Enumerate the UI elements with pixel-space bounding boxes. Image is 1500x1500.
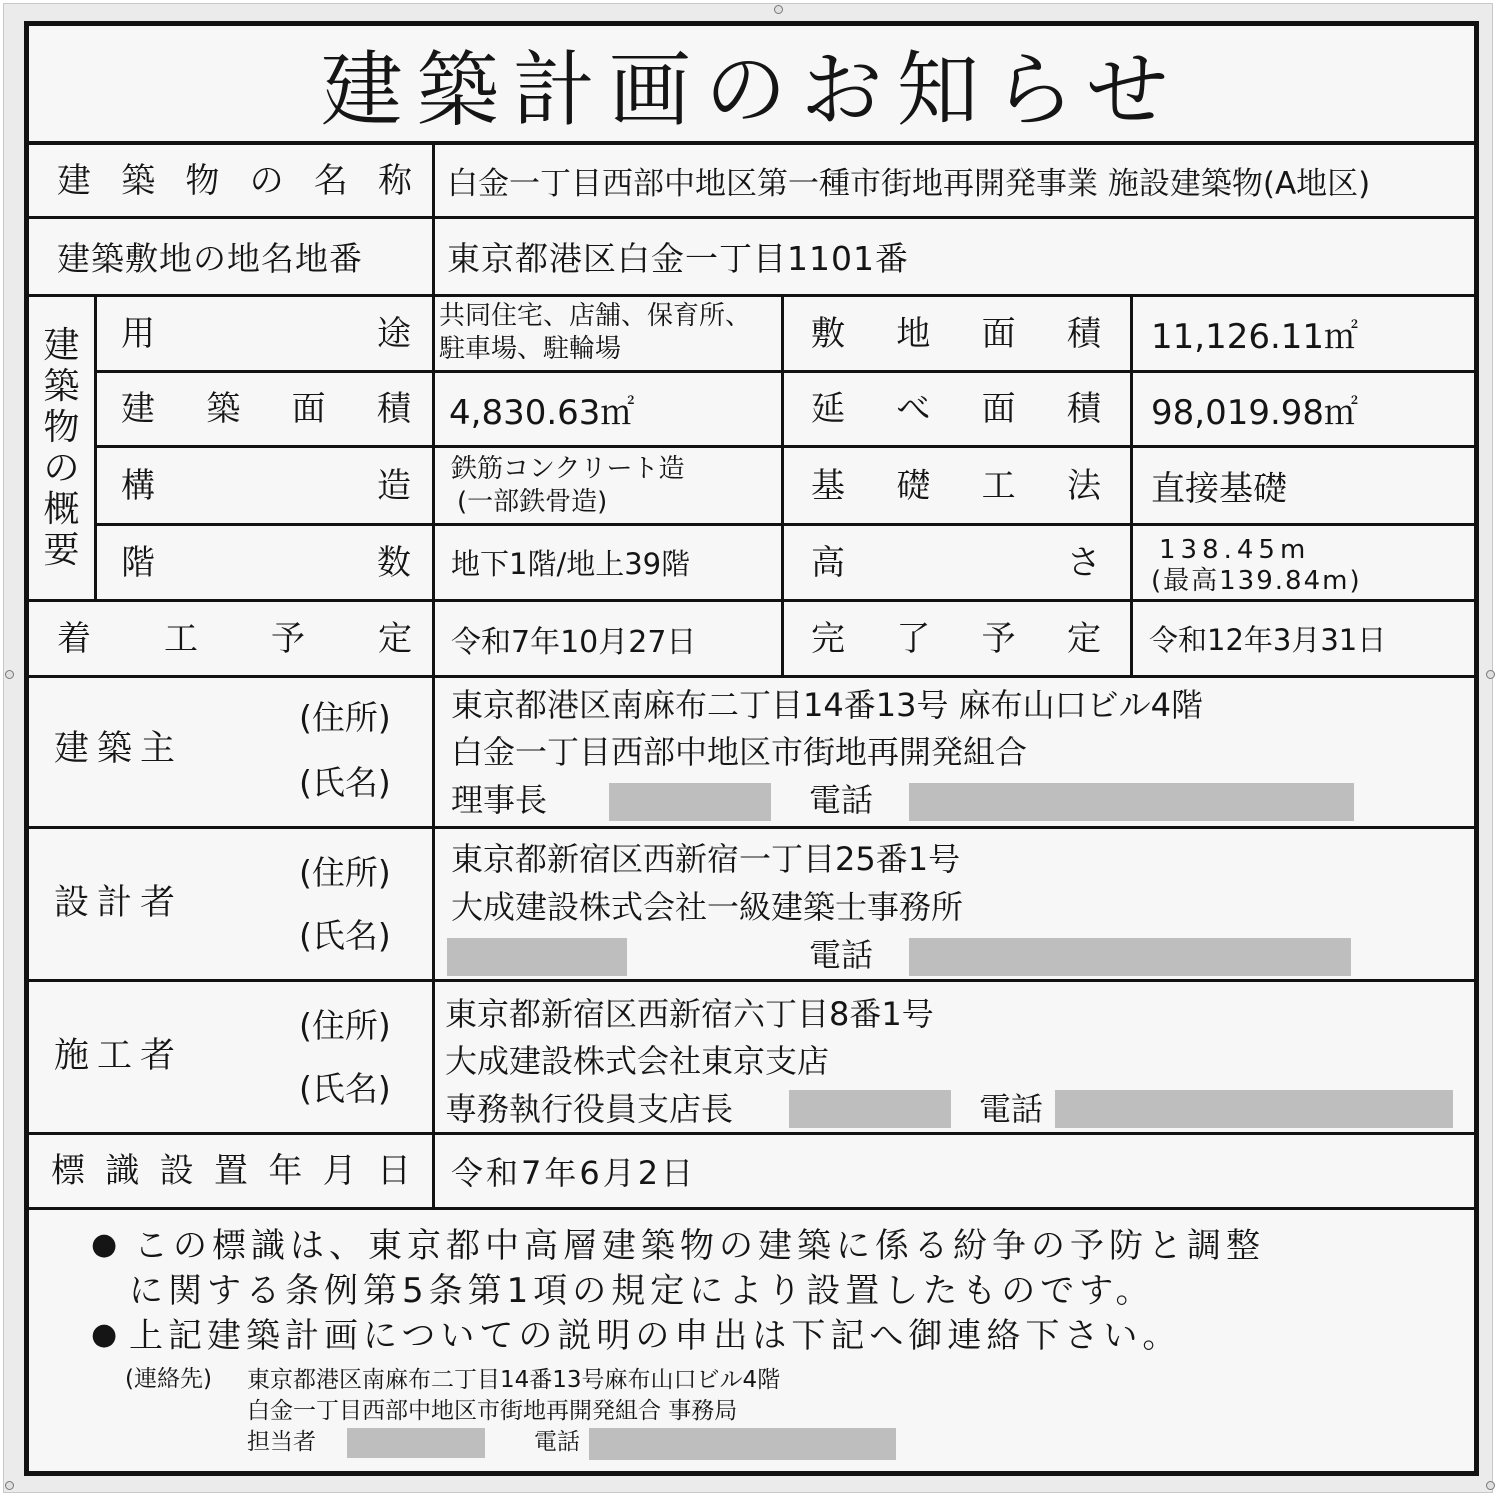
label-char: 法 <box>1066 465 1101 506</box>
label-char: 数 <box>377 542 411 583</box>
contractor-name-label: (氏名) <box>299 1069 391 1108</box>
building-area-value: 4,830.63㎡ <box>449 392 635 433</box>
label-char: 標 <box>51 1151 85 1191</box>
completion-value: 令和12年3月31日 <box>1149 623 1387 657</box>
contractor-address-label: (住所) <box>299 1006 391 1045</box>
overview-label-char: 建 <box>43 325 80 366</box>
height-label <box>811 526 1101 599</box>
note-bullet: ● <box>91 1317 118 1352</box>
label-char: 識 <box>105 1151 140 1191</box>
building-name-label <box>57 145 412 216</box>
contact-label: (連絡先) <box>125 1366 212 1392</box>
line-h <box>29 979 1474 982</box>
contact-address: 東京都港区南麻布二丁目14番13号麻布山口ビル4階 <box>247 1367 781 1393</box>
overview-label-char: 築 <box>43 366 80 407</box>
note-bullet: ● <box>91 1227 118 1262</box>
site-label-cell <box>57 219 417 294</box>
line-v <box>1130 294 1133 678</box>
designer-phone-label: 電話 <box>809 936 874 974</box>
label-char: 面 <box>291 389 326 429</box>
use-value <box>439 300 779 366</box>
notice-sign <box>24 21 1479 1476</box>
label-char: 月 <box>322 1151 357 1191</box>
structure-label <box>121 448 411 523</box>
start-label <box>57 602 412 675</box>
designer-name-label: (氏名) <box>299 916 391 955</box>
line-h <box>29 1207 1474 1210</box>
height-value-line: 138.45m <box>1159 535 1311 565</box>
label-char: 設 <box>159 1151 194 1191</box>
contractor-rep-label: 専務執行役員支店長 <box>445 1090 734 1128</box>
label-char: 構 <box>121 465 155 506</box>
label-char: 基 <box>811 465 845 506</box>
foundation-value-cell <box>1151 448 1471 523</box>
sign-date-label <box>51 1135 411 1207</box>
label-char: べ <box>896 389 931 429</box>
designer-label: 設計者 <box>54 883 184 923</box>
start-value: 令和7年10月27日 <box>451 624 697 660</box>
redacted-person <box>347 1428 485 1458</box>
site-label: 建築敷地の地名地番 <box>57 239 363 278</box>
overview-label-char: の <box>43 448 80 489</box>
building-name-value: 白金一丁目西部中地区第一種市街地再開発事業 施設建築物(A地区) <box>447 166 1371 202</box>
screw-left <box>5 670 14 679</box>
line-h <box>29 675 1474 678</box>
label-char: 物 <box>185 160 220 201</box>
label-char: 名 <box>313 160 348 201</box>
designer-address-label: (住所) <box>299 853 391 892</box>
overview-vertical-label <box>29 297 94 599</box>
label-char: 予 <box>981 618 1016 659</box>
contact-phone-label: 電話 <box>534 1429 580 1455</box>
redacted-phone <box>589 1428 896 1460</box>
completion-label <box>811 602 1101 675</box>
screw-bottom-left <box>5 1481 14 1490</box>
structure-value-line: 鉄筋コンクリート造 <box>451 454 685 484</box>
owner-label: 建築主 <box>54 729 184 769</box>
owner-phone-label: 電話 <box>809 781 874 819</box>
owner-address-label: (住所) <box>299 698 391 737</box>
label-char: の <box>249 160 284 201</box>
owner-address: 東京都港区南麻布二丁目14番13号 麻布山口ビル4階 <box>451 686 1203 724</box>
label-char: 面 <box>981 313 1016 354</box>
building-area-label <box>121 373 411 445</box>
label-char: 積 <box>1066 389 1101 429</box>
sign-date-value: 令和7年6月2日 <box>451 1154 697 1192</box>
contractor-name: 大成建設株式会社東京支店 <box>445 1042 830 1080</box>
sign-title: 建築計画のお知らせ <box>320 43 1183 138</box>
owner-rep-label: 理事長 <box>451 781 548 819</box>
line-v <box>94 294 97 602</box>
label-char: 築 <box>206 389 241 429</box>
designer-name: 大成建設株式会社一級建築士事務所 <box>451 888 964 926</box>
label-char: 建 <box>121 389 155 429</box>
total-floor-area-value: 98,019.98㎡ <box>1151 392 1359 433</box>
structure-value <box>451 453 781 519</box>
redacted-rep-name <box>609 783 771 821</box>
redacted-rep-name <box>789 1090 951 1128</box>
redacted-phone <box>909 783 1354 821</box>
screw-top <box>774 5 783 14</box>
sign-title-cell <box>29 26 1474 141</box>
floors-label <box>121 526 411 599</box>
redacted-phone <box>1055 1090 1453 1128</box>
line-v <box>432 141 435 1210</box>
label-char: 定 <box>1066 618 1101 659</box>
label-char: 用 <box>121 313 155 354</box>
label-char: 了 <box>896 618 931 659</box>
label-char: 工 <box>981 465 1016 506</box>
label-char: 置 <box>213 1151 248 1191</box>
note-line: 上記建築計画についての説明の申出は下記へ御連絡下さい。 <box>129 1316 1182 1356</box>
label-char: 定 <box>378 618 412 659</box>
site-value-cell <box>447 219 1447 294</box>
overview-label-char: 物 <box>43 407 80 448</box>
site-value: 東京都港区白金一丁目1101番 <box>447 239 909 278</box>
use-label <box>121 297 411 370</box>
total-floor-area-label <box>811 373 1101 445</box>
site-area-label <box>811 297 1101 370</box>
sign-date-value-cell <box>451 1135 1051 1207</box>
label-char: 予 <box>271 618 305 659</box>
label-char: 地 <box>896 313 931 354</box>
label-char: 年 <box>268 1151 303 1191</box>
start-value-cell <box>451 602 781 675</box>
screw-right <box>1486 670 1495 679</box>
foundation-value: 直接基礎 <box>1151 469 1287 509</box>
label-char: さ <box>1067 542 1101 583</box>
screw-bottom-right <box>1486 1481 1495 1490</box>
building-name-value-cell <box>447 145 1472 216</box>
site-area-value-cell <box>1151 297 1471 370</box>
designer-address: 東京都新宿区西新宿一丁目25番1号 <box>451 840 961 878</box>
redacted-designer-name <box>447 938 627 976</box>
owner-name-label: (氏名) <box>299 763 391 802</box>
label-char: 日 <box>376 1151 411 1191</box>
contractor-phone-label: 電話 <box>979 1090 1044 1128</box>
height-value-line: (最高139.84m) <box>1151 566 1362 596</box>
line-h <box>29 826 1474 829</box>
use-value-line: 駐車場、駐輪場 <box>439 334 622 364</box>
label-char: 階 <box>121 542 155 583</box>
owner-name: 白金一丁目西部中地区市街地再開発組合 <box>451 733 1028 771</box>
use-value-line: 共同住宅、店舗、保育所、 <box>439 301 752 331</box>
label-char: 工 <box>164 618 198 659</box>
label-char: 積 <box>376 389 411 429</box>
label-char: 建 <box>57 160 91 201</box>
contractor-label: 施工者 <box>54 1036 184 1076</box>
site-area-value: 11,126.11㎡ <box>1151 317 1359 357</box>
building-area-value-cell <box>449 373 779 445</box>
overview-label-char: 要 <box>43 530 80 571</box>
label-char: 積 <box>1066 313 1101 354</box>
label-char: 敷 <box>811 313 845 354</box>
label-char: 称 <box>377 160 412 201</box>
contact-org: 白金一丁目西部中地区市街地再開発組合 事務局 <box>247 1398 738 1424</box>
height-value <box>1151 535 1471 597</box>
line-v <box>781 294 784 678</box>
label-char: 面 <box>981 389 1016 429</box>
contact-person-label: 担当者 <box>247 1429 316 1455</box>
structure-value-line: (一部鉄骨造) <box>457 487 608 517</box>
note-line: に関する条例第5条第1項の規定により設置したものです。 <box>129 1271 1155 1311</box>
foundation-label <box>811 448 1101 523</box>
label-char: 完 <box>811 618 845 659</box>
label-char: 延 <box>811 389 845 429</box>
overview-label-char: 概 <box>43 489 80 530</box>
label-char: 高 <box>811 542 845 583</box>
note-line: この標識は、東京都中高層建築物の建築に係る紛争の予防と調整 <box>134 1226 1265 1266</box>
label-char: 造 <box>377 465 411 506</box>
floors-value: 地下1階/地上39階 <box>451 547 691 581</box>
label-char: 礎 <box>896 465 931 506</box>
completion-value-cell <box>1149 602 1471 675</box>
label-char: 着 <box>57 618 91 659</box>
label-char: 築 <box>121 160 156 201</box>
total-floor-area-value-cell <box>1151 373 1471 445</box>
redacted-phone <box>909 938 1351 976</box>
floors-value-cell <box>451 526 781 599</box>
contractor-address: 東京都新宿区西新宿六丁目8番1号 <box>445 995 934 1033</box>
label-char: 途 <box>377 313 411 354</box>
